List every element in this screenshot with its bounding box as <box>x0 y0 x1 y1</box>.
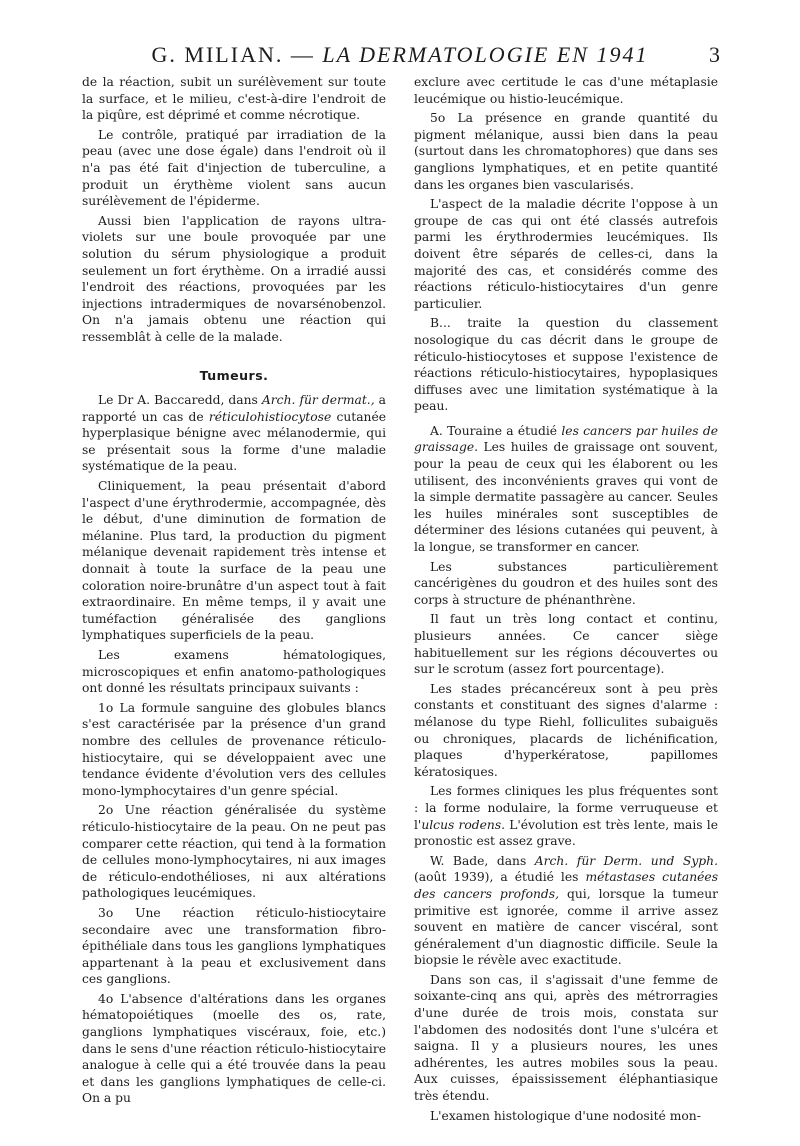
left-column <box>82 74 386 1110</box>
paragraph <box>82 392 386 475</box>
paragraph <box>414 853 718 969</box>
text-run: Les huiles de graissage ont souvent, pour la peau de ceux qui les élaborent ou les utilisent, des inconvénients graves qui vont de la simple dermatite passagère au cancer. Seules les huiles minérales sont susceptibles de déterminer des lésions cutanées qui peuvent, à la longue, se transformer en cancer. <box>414 440 718 555</box>
paragraph <box>414 783 718 849</box>
title-separator: — <box>290 42 315 67</box>
right-column <box>414 74 718 1127</box>
text-run: A. Touraine a étudié <box>430 423 562 438</box>
list-item: 5o La présence en grande quantité du pigment mélanique, aussi bien dans la peau (surtout dans les chromatophores) que dans ses ganglions lymphatiques, et en petite quantité dans les organes bien vascularisés. <box>414 111 718 192</box>
author-name: G. MILIAN. <box>151 42 284 67</box>
running-header <box>0 42 800 72</box>
paragraph: de la réaction, subit un surélèvement sur toute la surface, et le milieu, c'est-à-dire l'endroit de la piqûre, est déprimé et comme nécrotique. <box>82 75 386 123</box>
term: ulcus rodens. <box>421 817 506 832</box>
paragraph: Il faut un très long contact et continu, plusieurs années. Ce cancer siège habituellement sur les régions découvertes ou sur le scrotum (assez fort pourcentage). <box>414 612 718 677</box>
paragraph: Les substances particulièrement cancérigènes du goudron et des huiles sont des corps à structure de phénanthrène. <box>414 559 718 607</box>
paragraph: exclure avec certitude le cas d'une métaplasie leucémique ou histio-leucémique. <box>414 75 718 106</box>
term: réticulohistiocytose <box>208 409 332 424</box>
paragraph <box>414 423 718 556</box>
paragraph: Cliniquement, la peau présentait d'abord l'aspect d'une érythrodermie, accompagnée, dès le début, d'une diminution de formation de mélanine. Plus tard, la production du pigment mélanique devenait rapidement très intense et donnait à toute la surface de la peau une coloration noire-brunâtre d'un aspect tout à fait extraordinaire. En même temps, il y avait une tuméfaction généralisée des ganglions lymphatiques superficiels de la peau. <box>82 479 386 643</box>
paragraph: L'examen histologique d'une nodosité mon- <box>430 1108 701 1123</box>
section-heading: Tumeurs. <box>199 367 269 383</box>
page-number: 3 <box>709 42 720 67</box>
paragraph: Aussi bien l'application de rayons ultra-violets sur une boule provoquée par une solution du sérum physiologique a produit seulement un fort érythème. On a irradié aussi l'endroit des réactions, provoquées par les injections intradermiques de novarsénobenzol. On n'a jamais obtenu une réaction qui ressemblât à celle de la malade. <box>82 213 386 344</box>
paragraph: L'aspect de la maladie décrite l'oppose à un groupe de cas qui ont été classés autrefois parmi les érythrodermies leucémiques. Ils doivent être séparés de celles-ci, dans la majorité des cas, et considérés comme des réactions réticulo-histiocytaires d'un genre particulier. <box>414 197 718 311</box>
paragraph: Les stades précancéreux sont à peu près constants et constituant des signes d'alarme : mélanose du type Riehl, folliculites subaiguës ou chroniques, placards de lichénification, plaques d'hyperkératose, papillomes kératosiques. <box>414 681 718 779</box>
citation: Arch. für Derm. und Syph. <box>534 853 718 868</box>
text-run: Le Dr A. Baccaredd, dans <box>98 393 262 408</box>
paragraph: Dans son cas, il s'agissait d'une femme de soixante-cinq ans qui, après des métrorragies d'une durée de trois mois, constata sur l'abdomen des nodosités dont l'une s'ulcéra et saigna. Il y a plusieurs noures, les unes adhérentes, les autres mobiles sous la peau. Aux cuisses, épaississement éléphantiasique très étendu. <box>414 972 718 1104</box>
list-item: 4o L'absence d'altérations dans les organes hématopoiétiques (moelle des os, rate, ganglions lymphatiques viscéraux, foie, etc.) dans le sens d'une réaction réticulo-histiocytaire analogue à celle qui a été trouvée dans la peau et dans les ganglions lymphatiques de celle-ci. On a pu <box>82 991 386 1106</box>
text-run: L'évolution est très lente, mais le pronostic est assez grave. <box>414 817 718 849</box>
list-item: 3o Une réaction réticulo-histiocytaire secondaire avec une transformation fibro-épithéliale dans tous les ganglions lymphatiques appartenant à la peau et exclusivement dans ces ganglions. <box>82 905 386 987</box>
text-run: qui, lorsque la tumeur primitive est ignorée, comme il arrive assez souvent en matière de cancer viscéral, sont généralement d'un diagnostic difficile. Seule la biopsie le révèle avec exactitude. <box>414 886 718 968</box>
paragraph: B... traite la question du classement nosologique du cas décrit dans le groupe de réticulo-histiocytoses et suppose l'existence de réactions réticulo-histiocytaires, hypoplasiques diffuses avec une limitation systématique à la peau. <box>414 316 718 414</box>
text-run: a rapporté un cas de <box>82 393 387 424</box>
title-italic: les cancers par huiles de graissage. <box>414 423 718 455</box>
text-run: W. Bade, dans <box>430 853 535 868</box>
paragraph: Le contrôle, pratiqué par irradiation de la peau (avec une dose égale) dans l'endroit où il n'a pas été fait d'injection de tuberculine, a produit un érythème violent sans aucun surélèvement de l'épiderme. <box>82 127 386 209</box>
title-italic: métastases cutanées des cancers profonds, <box>414 870 719 901</box>
paragraph: Les examens hématologiques, microscopiques et enfin anatomo-pathologiques ont donné les résultats principaux suivants : <box>82 648 386 696</box>
list-item: 1o La formule sanguine des globules blancs s'est caractérisée par la présence d'un grand nombre des cellules de provenance réticulo-histiocytaire, qui se développaient avec une tendance évidente d'évolution vers des cellules mono-lymphocytaires d'un genre spécial. <box>82 700 386 798</box>
text-run: Les formes cliniques les plus fréquentes sont : la forme nodulaire, la forme verruqueuse et l' <box>414 784 718 832</box>
journal-title: LA DERMATOLOGIE EN 1941 <box>322 42 649 67</box>
text-run: (août 1939), a étudié les <box>414 870 586 885</box>
text-run: cutanée hyperplasique bénigne avec mélanodermie, qui se présentait sous la forme d'une maladie systématique de la peau. <box>82 409 387 474</box>
running-title <box>0 42 800 68</box>
citation: Arch. für dermat., <box>261 393 375 408</box>
list-item: 2o Une réaction généralisée du système réticulo-histiocytaire de la peau. On ne peut pas comparer cette réaction, qui tend à la formation de cellules mono-lymphocytaires, ni aux images de réticulo-endothélioses, ni aux altérations pathologiques leucémiques. <box>82 803 386 901</box>
